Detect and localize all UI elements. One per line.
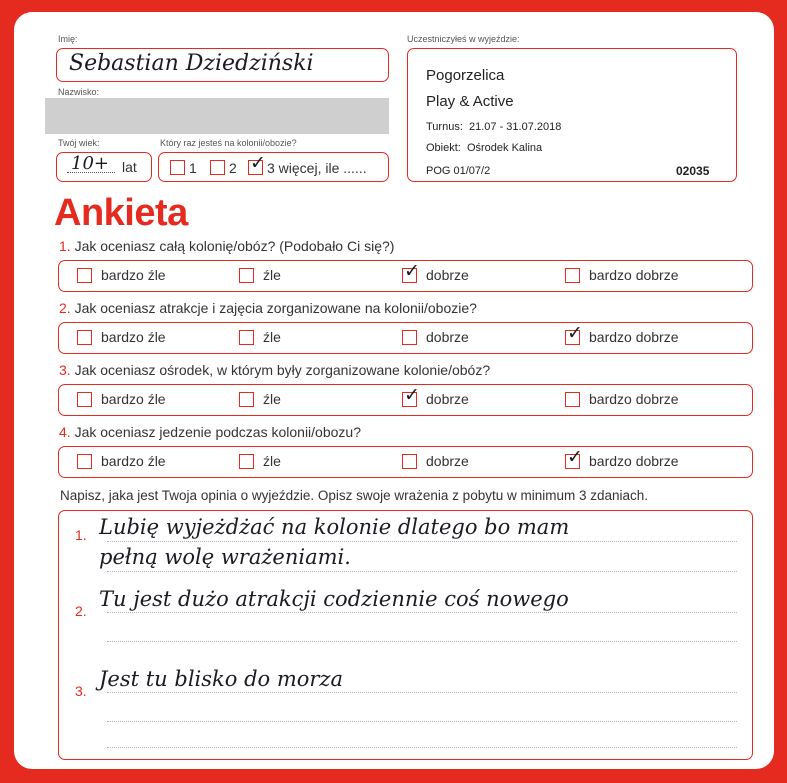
times-checkbox-3[interactable] [248, 152, 266, 175]
trip-name: Play & Active [426, 93, 514, 110]
q2-option-bardzo-dobrze-label: bardzo dobrze [589, 329, 679, 345]
q3-option-zle-label: źle [263, 391, 281, 407]
form-number: 02035 [676, 164, 710, 178]
q2-option-zle-checkbox[interactable] [239, 330, 254, 345]
answer-3-line-1: Jest tu blisko do morza [99, 667, 344, 691]
q1-option-zle-label: źle [263, 267, 281, 283]
q2-option-zle-label: źle [263, 329, 281, 345]
q1-option-bardzo-dobrze-checkbox[interactable] [565, 268, 580, 283]
check-mark-icon: ✓ [404, 260, 420, 282]
q1-option-bardzo-zle-label: bardzo źle [101, 267, 166, 283]
check-mark-icon: ✓ [250, 152, 266, 174]
answer-2-number: 2. [75, 603, 87, 619]
check-mark-icon: ✓ [404, 384, 420, 406]
q2-option-dobrze-checkbox[interactable] [402, 330, 417, 345]
q2-option-bardzo-zle-checkbox[interactable] [77, 330, 92, 345]
trip-label: Uczestniczyłeś w wyjeździe: [407, 34, 520, 44]
writing-line [107, 612, 737, 613]
question-4 [59, 424, 361, 440]
q4-option-zle-label: źle [263, 453, 281, 469]
trip-box [407, 48, 737, 182]
answer-1-number: 1. [75, 527, 87, 543]
name-label: Imię: [58, 34, 78, 44]
times-field [158, 152, 389, 182]
q4-option-bardzo-dobrze-label: bardzo dobrze [589, 453, 679, 469]
opinion-box[interactable] [58, 510, 753, 760]
q4-option-bardzo-zle-checkbox[interactable] [77, 454, 92, 469]
times-label: Który raz jesteś na kolonii/obozie? [160, 138, 297, 148]
name-value: Sebastian Dziedziński [69, 51, 314, 76]
q4-option-zle-checkbox[interactable] [239, 454, 254, 469]
q4-option-dobrze-checkbox[interactable] [402, 454, 417, 469]
question-1-answers [58, 260, 753, 292]
q4-option-bardzo-zle-label: bardzo źle [101, 453, 166, 469]
opinion-prompt: Napisz, jaka jest Twoja opinia o wyjeździe. Opisz swoje wrażenia z pobytu w minimum 3 zdaniach. [60, 488, 649, 503]
q4-option-dobrze-label: dobrze [426, 453, 469, 469]
q3-option-dobrze-checkbox[interactable] [402, 384, 420, 407]
age-field[interactable] [56, 152, 152, 182]
times-checkbox-1[interactable] [170, 160, 185, 175]
times-option-3: 3 więcej, ile ...... [267, 160, 367, 176]
question-3-answers [58, 384, 753, 416]
question-3-text: Jak oceniasz ośrodek, w którym były zorganizowane kolonie/obóz? [74, 362, 491, 378]
q1-option-dobrze-checkbox[interactable] [402, 260, 420, 283]
surname-label: Nazwisko: [58, 87, 100, 97]
times-option-2: 2 [229, 160, 237, 176]
question-2-number: 2. [59, 300, 71, 316]
q2-option-bardzo-dobrze-checkbox[interactable] [565, 322, 583, 345]
question-4-text: Jak oceniasz jedzenie podczas kolonii/obozu? [74, 424, 361, 440]
q4-option-bardzo-dobrze-checkbox[interactable] [565, 446, 583, 469]
question-1 [59, 238, 394, 254]
q3-option-bardzo-zle-label: bardzo źle [101, 391, 166, 407]
age-label: Twój wiek: [58, 138, 100, 148]
age-value: 10+ [71, 153, 109, 174]
answer-1-line-1: Lubię wyjeżdżać na kolonie dlatego bo mam [99, 515, 570, 539]
question-3 [59, 362, 490, 378]
question-4-answers [58, 446, 753, 478]
q3-option-zle-checkbox[interactable] [239, 392, 254, 407]
q2-option-bardzo-zle-label: bardzo źle [101, 329, 166, 345]
question-1-text: Jak oceniasz całą kolonię/obóz? (Podobało Ci się?) [74, 238, 395, 254]
question-2-text: Jak oceniasz atrakcje i zajęcia zorganizowane na kolonii/obozie? [74, 300, 477, 316]
trip-turnus: Turnus: 21.07 - 31.07.2018 [426, 121, 562, 133]
age-unit: lat [122, 159, 137, 175]
answer-3-number: 3. [75, 683, 87, 699]
question-2 [59, 300, 477, 316]
q1-option-bardzo-zle-checkbox[interactable] [77, 268, 92, 283]
times-option-1: 1 [189, 160, 197, 176]
trip-place: Pogorzelica [426, 67, 505, 84]
answer-2-line-1: Tu jest dużo atrakcji codziennie coś nowego [99, 587, 569, 611]
writing-line [107, 541, 737, 542]
q3-option-bardzo-zle-checkbox[interactable] [77, 392, 92, 407]
answer-1-line-2: pełną wolę wrażeniami. [99, 545, 351, 569]
check-mark-icon: ✓ [567, 322, 583, 344]
question-2-answers [58, 322, 753, 354]
times-checkbox-2[interactable] [210, 160, 225, 175]
page-title: Ankieta [54, 192, 188, 234]
writing-line [107, 641, 737, 642]
writing-line [107, 721, 737, 722]
question-3-number: 3. [59, 362, 71, 378]
trip-code: POG 01/07/2 [426, 165, 491, 177]
trip-obiekt: Obiekt: Ośrodek Kalina [426, 142, 543, 154]
writing-line [107, 571, 737, 572]
q3-option-bardzo-dobrze-label: bardzo dobrze [589, 391, 679, 407]
writing-line [107, 692, 737, 693]
writing-line [107, 747, 737, 748]
name-field[interactable] [56, 48, 389, 82]
question-4-number: 4. [59, 424, 71, 440]
surname-redacted [45, 98, 389, 134]
q1-option-dobrze-label: dobrze [426, 267, 469, 283]
survey-card [14, 12, 774, 769]
q1-option-zle-checkbox[interactable] [239, 268, 254, 283]
q2-option-dobrze-label: dobrze [426, 329, 469, 345]
check-mark-icon: ✓ [567, 446, 583, 468]
q1-option-bardzo-dobrze-label: bardzo dobrze [589, 267, 679, 283]
q3-option-dobrze-label: dobrze [426, 391, 469, 407]
question-1-number: 1. [59, 238, 71, 254]
q3-option-bardzo-dobrze-checkbox[interactable] [565, 392, 580, 407]
